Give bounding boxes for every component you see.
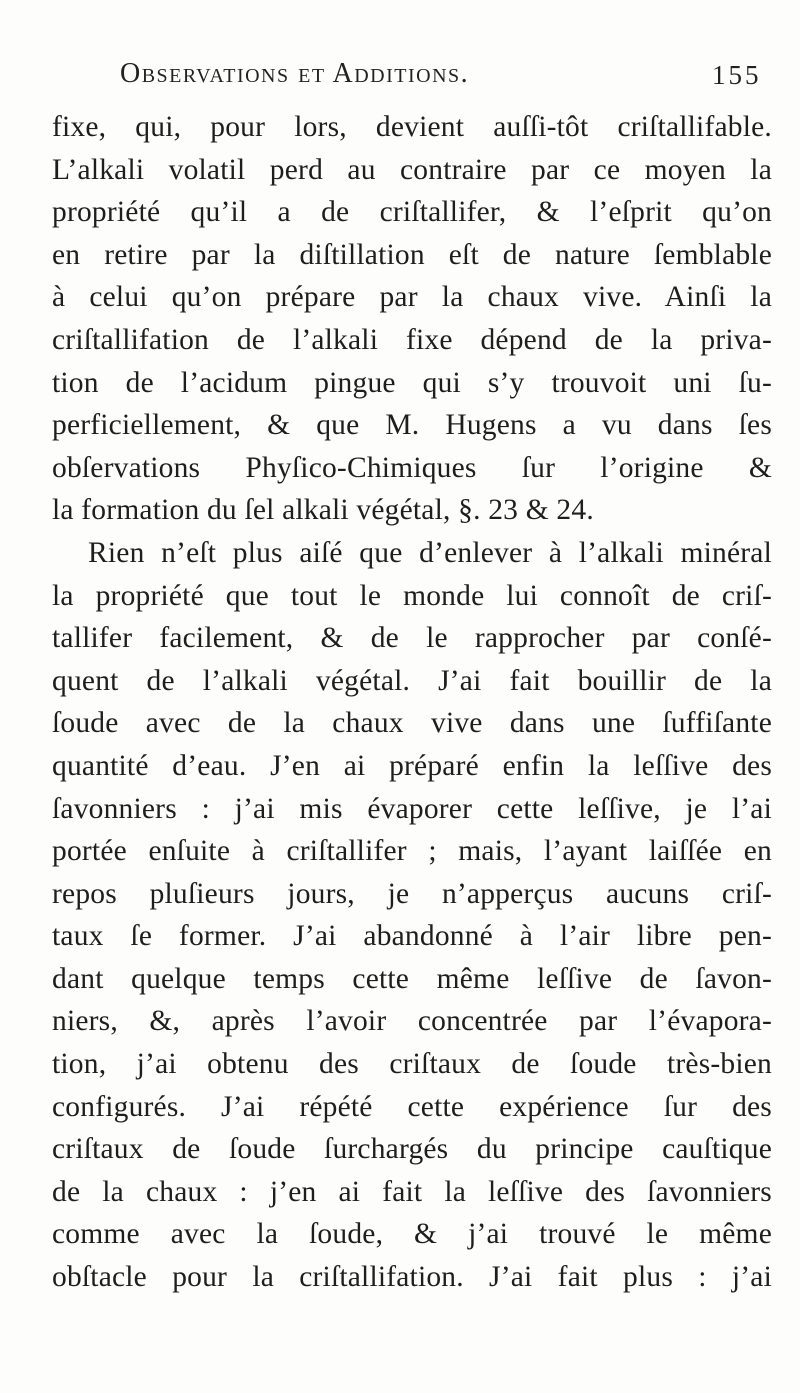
text-line: perficiellement, & que M. Hugens a vu dans ſes — [52, 409, 772, 442]
text-line: criſtaux de ſoude ſurchargés du principe cauſtique — [52, 1133, 772, 1166]
text-line: repos pluſieurs jours, je n’apperçus aucuns criſ- — [52, 877, 772, 910]
text-line: en retire par la diſtillation eſt de nature ſemblable — [52, 238, 772, 271]
page-number: 155 — [712, 60, 762, 90]
text-line: obſtacle pour la criſtallifation. J’ai fait plus : j’ai — [52, 1261, 772, 1294]
text-line: la formation du ſel alkali végétal, §. 23 & 24. — [52, 494, 594, 527]
text-line: ſoude avec de la chaux vive dans une ſuffiſante — [52, 707, 772, 740]
text-line: taux ſe former. J’ai abandonné à l’air libre pen- — [52, 920, 772, 953]
text-line: L’alkali volatil perd au contraire par ce moyen la — [52, 153, 772, 186]
text-line: niers, &, après l’avoir concentrée par l’évapora- — [52, 1005, 772, 1038]
text-line: tion de l’acidum pingue qui s’y trouvoit uni ſu- — [52, 366, 772, 399]
text-line: à celui qu’on prépare par la chaux vive. Ainſi la — [52, 281, 772, 314]
text-line: criſtallifation de l’alkali fixe dépend de la priva- — [52, 323, 772, 356]
running-head-title: Observations et Additions. — [120, 58, 470, 89]
text-line: fixe, qui, pour lors, devient auſſi-tôt criſtallifable. — [52, 111, 772, 143]
text-line: tion, j’ai obtenu des criſtaux de ſoude très-bien — [52, 1048, 772, 1081]
paragraph-2 — [52, 532, 772, 1299]
running-head — [0, 58, 800, 98]
text-line: tallifer facilement, & de le rapprocher par conſé- — [52, 622, 772, 655]
text-line: Rien n’eſt plus aiſé que d’enlever à l’alkali minéral — [88, 536, 772, 569]
text-line: quent de l’alkali végétal. J’ai fait bouillir de la — [52, 664, 772, 697]
text-line: portée enſuite à criſtallifer ; mais, l’ayant laiſſée en — [52, 835, 772, 868]
paragraph-1 — [52, 106, 772, 532]
text-line: de la chaux : j’en ai fait la leſſive des ſavonniers — [52, 1175, 772, 1208]
text-line: obſervations Phyſico-Chimiques ſur l’origine & — [52, 451, 772, 484]
text-line: comme avec la ſoude, & j’ai trouvé le même — [52, 1218, 772, 1251]
text-line: dant quelque temps cette même leſſive de ſavon- — [52, 962, 772, 995]
text-line: la propriété que tout le monde lui connoît de criſ- — [52, 579, 772, 612]
text-line: propriété qu’il a de criſtallifer, & l’eſprit qu’on — [52, 196, 772, 229]
text-line: ſavonniers : j’ai mis évaporer cette leſſive, je l’ai — [52, 792, 772, 825]
text-line: configurés. J’ai répété cette expérience ſur des — [52, 1090, 772, 1123]
body-text — [52, 106, 772, 1299]
text-line: quantité d’eau. J’en ai préparé enfin la leſſive des — [52, 749, 772, 782]
